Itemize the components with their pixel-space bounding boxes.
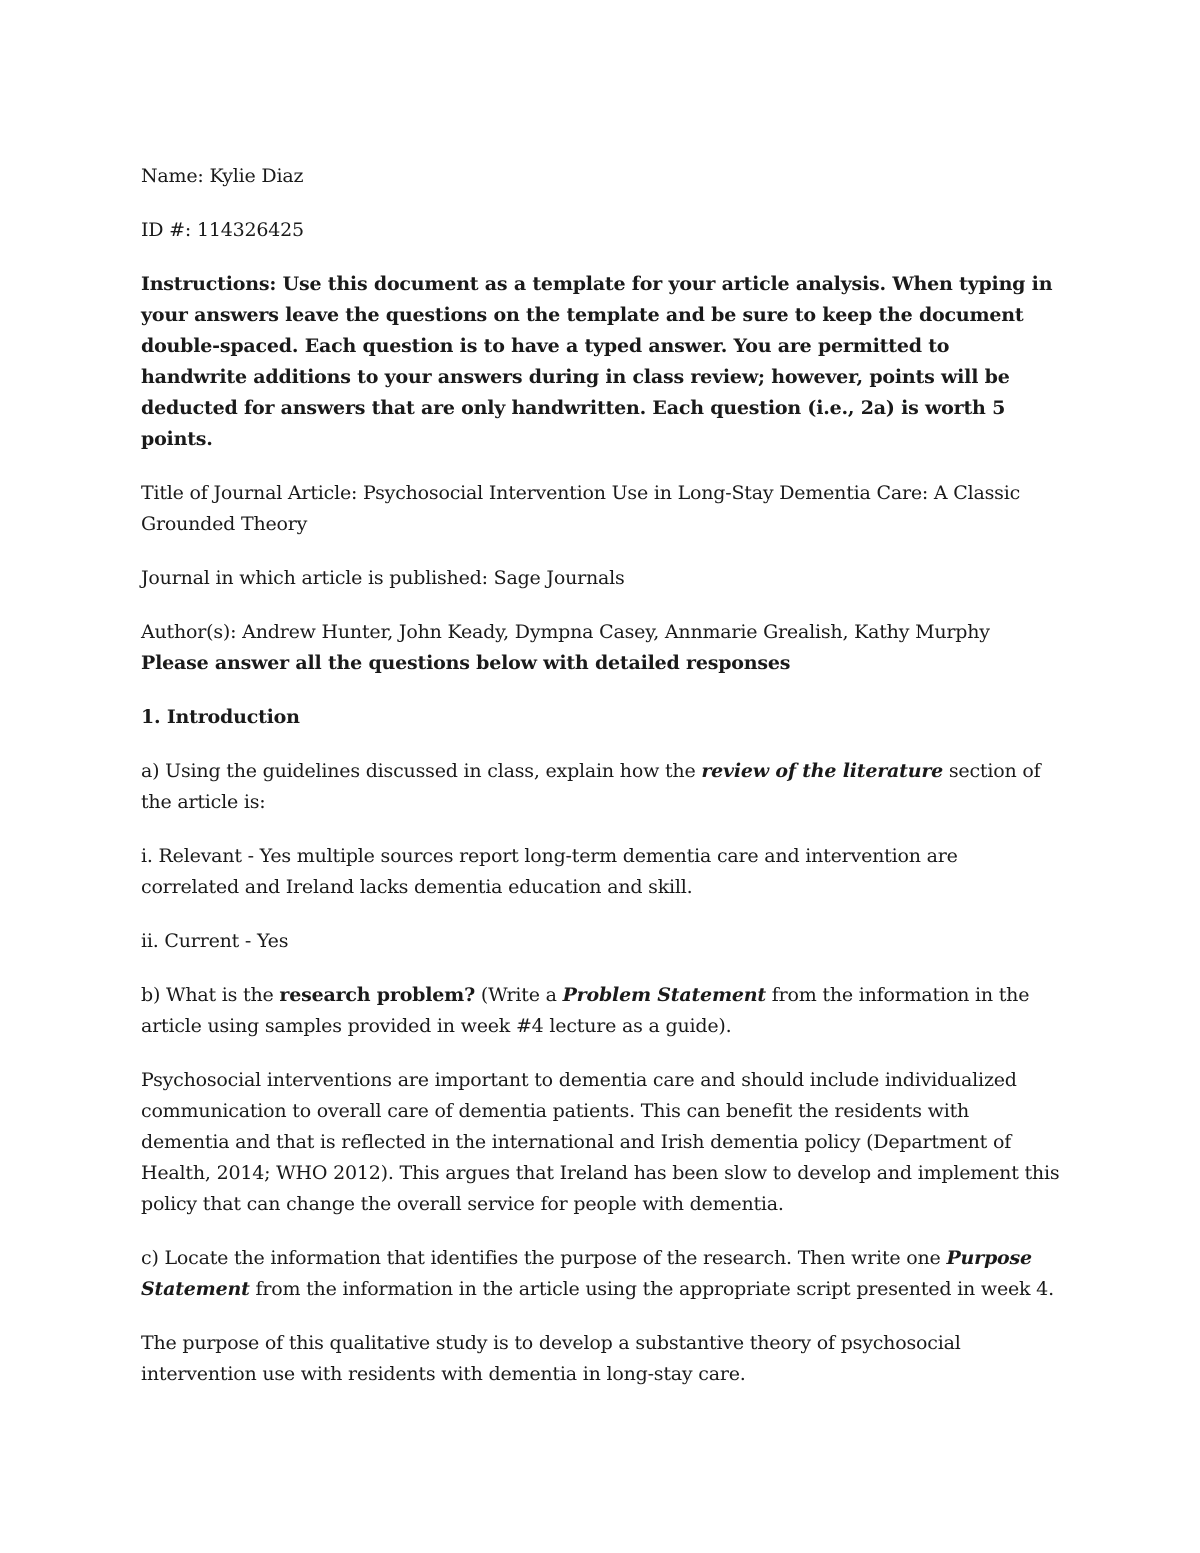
- answer-c: The purpose of this qualitative study is to develop a substantive theory of psychosocial intervention use with residents with dementia in long-stay care.: [141, 1332, 961, 1385]
- name-line: Name: Kylie Diaz: [141, 165, 304, 187]
- journal-line: Journal in which article is published: Sage Journals: [141, 567, 625, 589]
- authors-line: Author(s): Andrew Hunter, John Keady, Dympna Casey, Annmarie Grealish, Kathy Murphy: [141, 621, 990, 643]
- question-a-suffix: section of the article is:: [141, 760, 1041, 813]
- question-a-prefix: a) Using the guidelines discussed in class, explain how the: [141, 760, 702, 782]
- question-a: [141, 756, 1061, 818]
- question-c-prefix: c) Locate the information that identifies the purpose of the research. Then write one: [141, 1247, 947, 1269]
- question-c: [141, 1243, 1061, 1305]
- answer-b: Psychosocial interventions are important to dementia care and should include individualized communication to overall care of dementia patients. This can benefit the residents with dementia and that is reflected in the international and Irish dementia policy (Department of Health, 2014; WHO 2012). This argues that Ireland has been slow to develop and implement this policy that can change the overall service for people with dementia.: [141, 1069, 1060, 1215]
- question-a-emphasis: review of the literature: [701, 760, 944, 782]
- article-title-line: Title of Journal Article: Psychosocial Intervention Use in Long-Stay Dementia Care: A Classic Grounded Theory: [141, 482, 1021, 535]
- id-line: ID #: 114326425: [141, 219, 304, 241]
- instructions-paragraph: Instructions: Use this document as a template for your article analysis. When typing in your answers leave the questions on the template and be sure to keep the document double-spaced. Each question is to have a typed answer. You are permitted to handwrite additions to your answers during in class review; however, points will be deducted for answers that are only handwritten. Each question (i.e., 2a) is worth 5 points.: [141, 273, 1053, 450]
- document-body: [141, 161, 1061, 1413]
- question-b-suffix: from the information in the article using samples provided in week #4 lecture as a guide).: [141, 984, 1030, 1037]
- question-c-emphasis: Purpose Statement: [141, 1247, 1032, 1300]
- question-b-prefix: b) What is the: [141, 984, 280, 1006]
- section-heading-introduction: 1. Introduction: [141, 706, 300, 728]
- question-b: [141, 980, 1061, 1042]
- question-b-emphasis: Problem Statement: [562, 984, 766, 1006]
- answer-a-relevant: i. Relevant - Yes multiple sources report long-term dementia care and intervention are correlated and Ireland lacks dementia education and skill.: [141, 845, 958, 898]
- answer-a-current: ii. Current - Yes: [141, 930, 289, 952]
- question-b-middle: (Write a: [475, 984, 563, 1006]
- answer-prompt: Please answer all the questions below with detailed responses: [141, 652, 791, 674]
- question-c-suffix: from the information in the article using the appropriate script presented in week 4.: [249, 1278, 1054, 1300]
- question-b-bold: research problem?: [279, 984, 476, 1006]
